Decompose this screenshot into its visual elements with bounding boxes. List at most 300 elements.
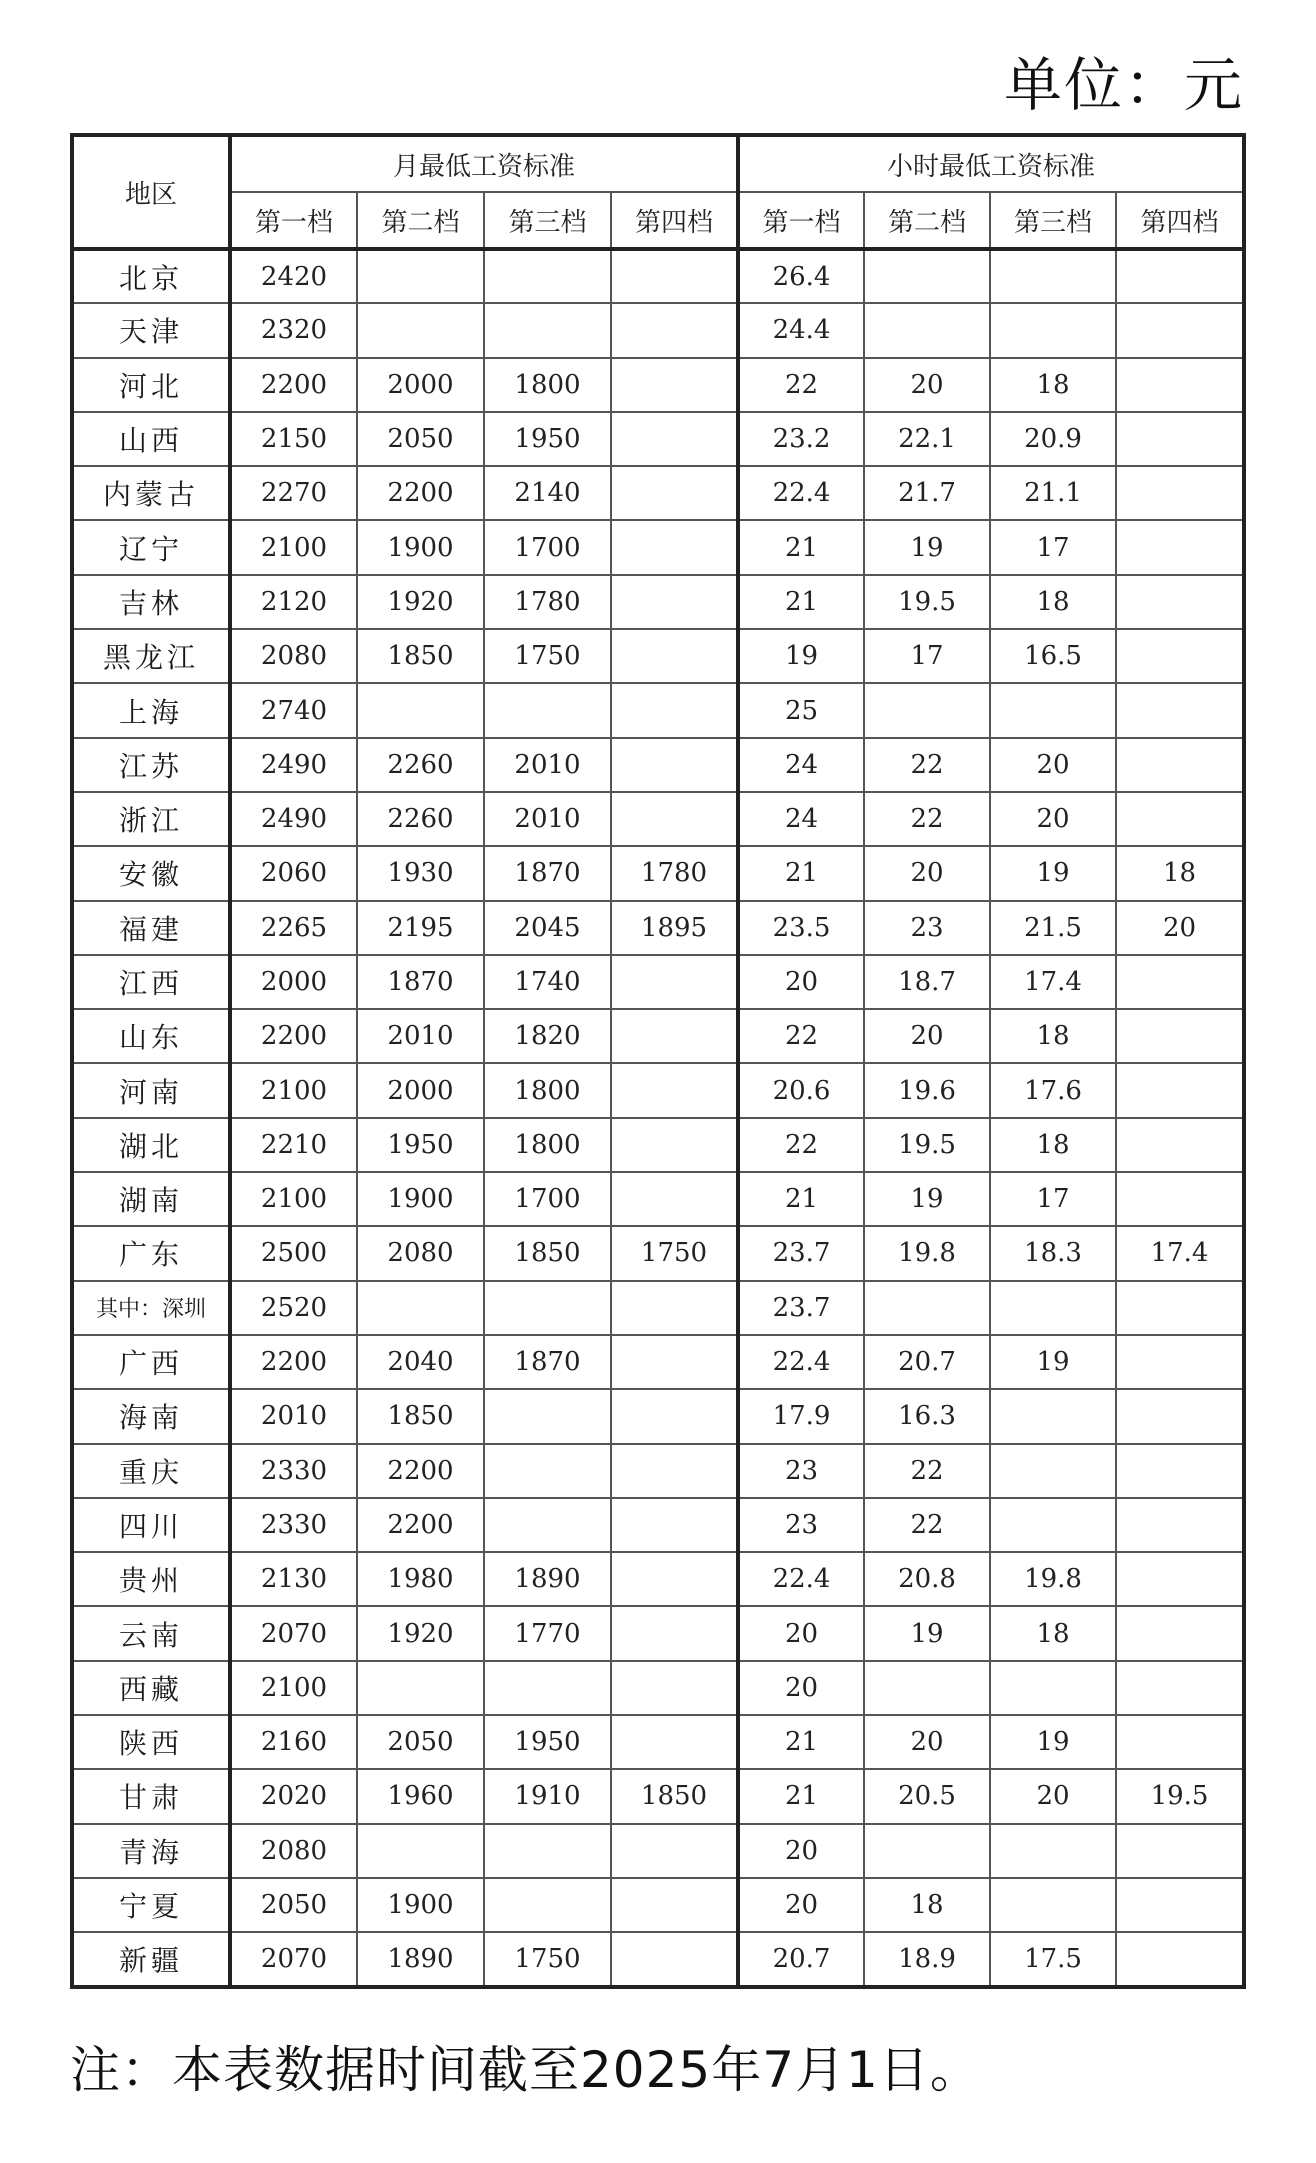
- hourly-wage-cell: [1116, 358, 1244, 412]
- hourly-wage-cell: 22: [864, 792, 990, 846]
- monthly-wage-cell: 1960: [357, 1769, 484, 1823]
- monthly-tier-header: 第四档: [611, 192, 738, 249]
- hourly-tier-header: 第二档: [864, 192, 990, 249]
- hourly-wage-cell: 21.7: [864, 466, 990, 520]
- monthly-wage-cell: 2200: [357, 1444, 484, 1498]
- hourly-wage-cell: 18.7: [864, 955, 990, 1009]
- hourly-wage-cell: 20: [864, 1009, 990, 1063]
- monthly-wage-cell: [611, 738, 738, 792]
- monthly-wage-cell: 2265: [230, 901, 357, 955]
- hourly-wage-cell: [864, 683, 990, 737]
- hourly-wage-cell: 18: [990, 358, 1116, 412]
- monthly-wage-cell: 2140: [484, 466, 611, 520]
- monthly-wage-cell: 2320: [230, 303, 357, 357]
- hourly-wage-cell: [1116, 1335, 1244, 1389]
- region-cell: 重庆: [72, 1444, 230, 1498]
- monthly-wage-cell: [611, 1824, 738, 1878]
- region-cell: 贵州: [72, 1552, 230, 1606]
- table-row: [72, 1932, 1244, 1986]
- monthly-wage-cell: [611, 792, 738, 846]
- monthly-wage-cell: [484, 303, 611, 357]
- region-cell: 江苏: [72, 738, 230, 792]
- hourly-wage-cell: [1116, 412, 1244, 466]
- hourly-wage-cell: 21.1: [990, 466, 1116, 520]
- table-row: [72, 901, 1244, 955]
- monthly-wage-cell: 1780: [611, 846, 738, 900]
- monthly-wage-cell: 1850: [357, 629, 484, 683]
- hourly-wage-cell: 20.5: [864, 1769, 990, 1823]
- table-row: [72, 1444, 1244, 1498]
- monthly-wage-cell: [611, 1715, 738, 1769]
- monthly-wage-cell: 2330: [230, 1498, 357, 1552]
- hourly-wage-cell: 26.4: [738, 249, 864, 303]
- hourly-wage-cell: 18: [1116, 846, 1244, 900]
- hourly-wage-cell: 18.3: [990, 1226, 1116, 1280]
- hourly-wage-cell: [1116, 683, 1244, 737]
- monthly-wage-cell: [611, 1172, 738, 1226]
- monthly-wage-cell: 2070: [230, 1932, 357, 1986]
- monthly-wage-cell: 1770: [484, 1606, 611, 1660]
- monthly-wage-cell: 2200: [357, 1498, 484, 1552]
- hourly-wage-cell: 20: [990, 792, 1116, 846]
- hourly-wage-cell: [864, 1281, 990, 1335]
- table-row: [72, 1335, 1244, 1389]
- table-row: [72, 1878, 1244, 1932]
- monthly-wage-cell: 2740: [230, 683, 357, 737]
- monthly-wage-cell: [484, 1281, 611, 1335]
- region-cell: 辽宁: [72, 520, 230, 574]
- hourly-wage-cell: 21: [738, 1769, 864, 1823]
- hourly-wage-cell: [1116, 1063, 1244, 1117]
- hourly-wage-cell: 16.5: [990, 629, 1116, 683]
- monthly-wage-cell: [611, 1063, 738, 1117]
- footnote: 注：本表数据时间截至2025年7月1日。: [70, 2041, 981, 2099]
- monthly-wage-cell: 2100: [230, 1063, 357, 1117]
- table-row: [72, 1063, 1244, 1117]
- hourly-tier-header: 第四档: [1116, 192, 1244, 249]
- region-cell: 内蒙古: [72, 466, 230, 520]
- monthly-wage-cell: [611, 1009, 738, 1063]
- hourly-wage-cell: 20.9: [990, 412, 1116, 466]
- monthly-wage-cell: 2070: [230, 1606, 357, 1660]
- hourly-wage-cell: 19.8: [864, 1226, 990, 1280]
- monthly-wage-cell: 1820: [484, 1009, 611, 1063]
- hourly-wage-cell: 20: [738, 1661, 864, 1715]
- monthly-wage-cell: 2040: [357, 1335, 484, 1389]
- monthly-wage-cell: 2010: [357, 1009, 484, 1063]
- hourly-wage-cell: 18.9: [864, 1932, 990, 1986]
- hourly-wage-cell: [1116, 1878, 1244, 1932]
- table-row: [72, 683, 1244, 737]
- monthly-wage-cell: 1930: [357, 846, 484, 900]
- table-row: [72, 846, 1244, 900]
- min-wage-table: [70, 133, 1246, 1989]
- monthly-wage-cell: [357, 683, 484, 737]
- hourly-wage-cell: 20: [738, 1824, 864, 1878]
- monthly-wage-cell: [484, 249, 611, 303]
- hourly-wage-cell: [1116, 1824, 1244, 1878]
- monthly-wage-cell: [611, 1118, 738, 1172]
- hourly-wage-cell: 23.2: [738, 412, 864, 466]
- hourly-wage-cell: 19: [864, 1606, 990, 1660]
- hourly-wage-cell: 20.6: [738, 1063, 864, 1117]
- region-cell: 四川: [72, 1498, 230, 1552]
- hourly-wage-cell: 19: [864, 520, 990, 574]
- monthly-wage-cell: 1750: [484, 629, 611, 683]
- monthly-wage-cell: 1950: [484, 412, 611, 466]
- monthly-wage-cell: [484, 1661, 611, 1715]
- hourly-wage-cell: 19.5: [1116, 1769, 1244, 1823]
- monthly-wage-cell: [611, 1444, 738, 1498]
- table-row: [72, 1118, 1244, 1172]
- monthly-group-header: 月最低工资标准: [230, 135, 738, 192]
- monthly-wage-cell: [484, 1498, 611, 1552]
- hourly-group-header: 小时最低工资标准: [738, 135, 1244, 192]
- monthly-tier-header: 第二档: [357, 192, 484, 249]
- table-row: [72, 738, 1244, 792]
- hourly-wage-cell: [1116, 1009, 1244, 1063]
- table-row: [72, 1389, 1244, 1443]
- hourly-wage-cell: 21: [738, 575, 864, 629]
- hourly-wage-cell: [990, 303, 1116, 357]
- monthly-wage-cell: 2330: [230, 1444, 357, 1498]
- monthly-wage-cell: 2000: [230, 955, 357, 1009]
- monthly-wage-cell: 1900: [357, 1172, 484, 1226]
- region-cell: 西藏: [72, 1661, 230, 1715]
- region-cell: 宁夏: [72, 1878, 230, 1932]
- table-row: [72, 249, 1244, 303]
- hourly-wage-cell: [1116, 249, 1244, 303]
- hourly-wage-cell: 17.6: [990, 1063, 1116, 1117]
- monthly-wage-cell: 2160: [230, 1715, 357, 1769]
- hourly-wage-cell: [864, 1661, 990, 1715]
- monthly-wage-cell: 2080: [230, 1824, 357, 1878]
- region-cell: 天津: [72, 303, 230, 357]
- monthly-wage-cell: 2260: [357, 738, 484, 792]
- hourly-wage-cell: 16.3: [864, 1389, 990, 1443]
- hourly-wage-cell: 17: [990, 1172, 1116, 1226]
- hourly-wage-cell: 22: [864, 738, 990, 792]
- hourly-wage-cell: 21: [738, 1715, 864, 1769]
- region-cell: 海南: [72, 1389, 230, 1443]
- monthly-wage-cell: 2200: [357, 466, 484, 520]
- hourly-wage-cell: 19: [990, 1715, 1116, 1769]
- region-cell: 河南: [72, 1063, 230, 1117]
- monthly-wage-cell: 1870: [357, 955, 484, 1009]
- hourly-wage-cell: 20: [990, 738, 1116, 792]
- hourly-wage-cell: 19: [738, 629, 864, 683]
- hourly-wage-cell: 20: [738, 1606, 864, 1660]
- monthly-wage-cell: 2050: [230, 1878, 357, 1932]
- monthly-wage-cell: 2270: [230, 466, 357, 520]
- hourly-wage-cell: [1116, 1389, 1244, 1443]
- monthly-wage-cell: 1900: [357, 520, 484, 574]
- monthly-wage-cell: 1920: [357, 575, 484, 629]
- hourly-wage-cell: 20: [1116, 901, 1244, 955]
- hourly-wage-cell: 20: [738, 955, 864, 1009]
- monthly-wage-cell: [611, 520, 738, 574]
- monthly-wage-cell: 2195: [357, 901, 484, 955]
- region-cell: 黑龙江: [72, 629, 230, 683]
- hourly-wage-cell: 19: [990, 846, 1116, 900]
- monthly-wage-cell: 2010: [484, 738, 611, 792]
- region-cell: 福建: [72, 901, 230, 955]
- hourly-wage-cell: [1116, 1606, 1244, 1660]
- monthly-wage-cell: [611, 575, 738, 629]
- hourly-tier-header: 第三档: [990, 192, 1116, 249]
- hourly-wage-cell: [990, 1824, 1116, 1878]
- monthly-wage-cell: [611, 466, 738, 520]
- monthly-wage-cell: 2200: [230, 1335, 357, 1389]
- hourly-wage-cell: [990, 683, 1116, 737]
- hourly-wage-cell: 19.5: [864, 1118, 990, 1172]
- monthly-wage-cell: [611, 1932, 738, 1986]
- table-row: [72, 1226, 1244, 1280]
- hourly-wage-cell: 17.9: [738, 1389, 864, 1443]
- hourly-wage-cell: 23: [738, 1498, 864, 1552]
- monthly-wage-cell: [357, 303, 484, 357]
- hourly-wage-cell: 20: [990, 1769, 1116, 1823]
- monthly-wage-cell: 2120: [230, 575, 357, 629]
- table-row: [72, 1661, 1244, 1715]
- hourly-wage-cell: 22: [738, 1118, 864, 1172]
- region-cell: 江西: [72, 955, 230, 1009]
- monthly-wage-cell: 1780: [484, 575, 611, 629]
- hourly-wage-cell: 20: [864, 358, 990, 412]
- monthly-wage-cell: 2060: [230, 846, 357, 900]
- table-row: [72, 1552, 1244, 1606]
- table-row: [72, 1715, 1244, 1769]
- region-cell: 广西: [72, 1335, 230, 1389]
- region-cell: 北京: [72, 249, 230, 303]
- hourly-wage-cell: 22.4: [738, 1335, 864, 1389]
- monthly-wage-cell: [611, 1498, 738, 1552]
- monthly-wage-cell: [484, 1389, 611, 1443]
- region-cell: 湖北: [72, 1118, 230, 1172]
- monthly-wage-cell: [611, 1335, 738, 1389]
- monthly-wage-cell: [357, 1824, 484, 1878]
- hourly-wage-cell: 18: [990, 1606, 1116, 1660]
- hourly-wage-cell: [990, 1878, 1116, 1932]
- monthly-wage-cell: 2260: [357, 792, 484, 846]
- table-row: [72, 1606, 1244, 1660]
- region-cell: 新疆: [72, 1932, 230, 1986]
- hourly-wage-cell: [1116, 520, 1244, 574]
- monthly-tier-header: 第三档: [484, 192, 611, 249]
- hourly-wage-cell: 17.4: [990, 955, 1116, 1009]
- hourly-wage-cell: [1116, 575, 1244, 629]
- region-cell: 甘肃: [72, 1769, 230, 1823]
- hourly-wage-cell: [1116, 466, 1244, 520]
- monthly-wage-cell: [611, 1389, 738, 1443]
- hourly-wage-cell: [1116, 955, 1244, 1009]
- hourly-wage-cell: 21: [738, 1172, 864, 1226]
- monthly-wage-cell: 2150: [230, 412, 357, 466]
- region-column-header: 地区: [72, 135, 230, 249]
- monthly-wage-cell: 2130: [230, 1552, 357, 1606]
- hourly-wage-cell: 21: [738, 846, 864, 900]
- monthly-wage-cell: 2520: [230, 1281, 357, 1335]
- hourly-wage-cell: 22: [864, 1498, 990, 1552]
- hourly-wage-cell: 22.4: [738, 466, 864, 520]
- monthly-wage-cell: 1910: [484, 1769, 611, 1823]
- monthly-wage-cell: 1750: [611, 1226, 738, 1280]
- monthly-wage-cell: [357, 1281, 484, 1335]
- hourly-wage-cell: [864, 303, 990, 357]
- region-cell: 广东: [72, 1226, 230, 1280]
- region-cell: 青海: [72, 1824, 230, 1878]
- table-row: [72, 792, 1244, 846]
- monthly-wage-cell: [357, 249, 484, 303]
- region-cell: 其中：深圳: [72, 1281, 230, 1335]
- hourly-wage-cell: 20.7: [738, 1932, 864, 1986]
- monthly-wage-cell: 1800: [484, 1063, 611, 1117]
- monthly-wage-cell: 2100: [230, 520, 357, 574]
- hourly-wage-cell: 22.4: [738, 1552, 864, 1606]
- monthly-wage-cell: 2020: [230, 1769, 357, 1823]
- monthly-wage-cell: 2050: [357, 1715, 484, 1769]
- monthly-wage-cell: [484, 683, 611, 737]
- hourly-wage-cell: 25: [738, 683, 864, 737]
- region-cell: 云南: [72, 1606, 230, 1660]
- hourly-wage-cell: 18: [990, 1118, 1116, 1172]
- monthly-wage-cell: [611, 412, 738, 466]
- table-row: [72, 1172, 1244, 1226]
- hourly-wage-cell: 19: [864, 1172, 990, 1226]
- hourly-tier-header: 第一档: [738, 192, 864, 249]
- hourly-wage-cell: 18: [864, 1878, 990, 1932]
- monthly-wage-cell: 2050: [357, 412, 484, 466]
- region-cell: 浙江: [72, 792, 230, 846]
- hourly-wage-cell: [990, 1281, 1116, 1335]
- region-cell: 河北: [72, 358, 230, 412]
- hourly-wage-cell: 22.1: [864, 412, 990, 466]
- monthly-wage-cell: 2100: [230, 1661, 357, 1715]
- monthly-wage-cell: [484, 1824, 611, 1878]
- monthly-wage-cell: [611, 629, 738, 683]
- table-row: [72, 466, 1244, 520]
- monthly-wage-cell: 1800: [484, 358, 611, 412]
- hourly-wage-cell: 23.5: [738, 901, 864, 955]
- min-wage-table-container: [70, 133, 1242, 1985]
- region-cell: 吉林: [72, 575, 230, 629]
- region-cell: 安徽: [72, 846, 230, 900]
- monthly-wage-cell: 1950: [484, 1715, 611, 1769]
- monthly-tier-header: 第一档: [230, 192, 357, 249]
- hourly-wage-cell: 18: [990, 575, 1116, 629]
- hourly-wage-cell: 18: [990, 1009, 1116, 1063]
- monthly-wage-cell: [611, 1878, 738, 1932]
- monthly-wage-cell: 2080: [230, 629, 357, 683]
- hourly-wage-cell: 21.5: [990, 901, 1116, 955]
- monthly-wage-cell: 2080: [357, 1226, 484, 1280]
- monthly-wage-cell: 1850: [484, 1226, 611, 1280]
- hourly-wage-cell: [1116, 1498, 1244, 1552]
- monthly-wage-cell: [484, 1444, 611, 1498]
- table-row: [72, 575, 1244, 629]
- monthly-wage-cell: 1850: [611, 1769, 738, 1823]
- monthly-wage-cell: 1890: [484, 1552, 611, 1606]
- hourly-wage-cell: 24.4: [738, 303, 864, 357]
- hourly-wage-cell: 23.7: [738, 1281, 864, 1335]
- hourly-wage-cell: [1116, 629, 1244, 683]
- hourly-wage-cell: [1116, 1715, 1244, 1769]
- hourly-wage-cell: 20.7: [864, 1335, 990, 1389]
- region-cell: 湖南: [72, 1172, 230, 1226]
- monthly-wage-cell: 1740: [484, 955, 611, 1009]
- hourly-wage-cell: 17: [864, 629, 990, 683]
- monthly-wage-cell: [611, 1552, 738, 1606]
- hourly-wage-cell: 20: [864, 1715, 990, 1769]
- table-row: [72, 1498, 1244, 1552]
- table-row: [72, 520, 1244, 574]
- hourly-wage-cell: [1116, 738, 1244, 792]
- hourly-wage-cell: [1116, 792, 1244, 846]
- monthly-wage-cell: 2500: [230, 1226, 357, 1280]
- table-row: [72, 955, 1244, 1009]
- table-row: [72, 1769, 1244, 1823]
- region-cell: 陕西: [72, 1715, 230, 1769]
- monthly-wage-cell: 1895: [611, 901, 738, 955]
- monthly-wage-cell: 1890: [357, 1932, 484, 1986]
- hourly-wage-cell: [1116, 1661, 1244, 1715]
- hourly-wage-cell: [1116, 1281, 1244, 1335]
- hourly-wage-cell: [990, 1661, 1116, 1715]
- hourly-wage-cell: 17.4: [1116, 1226, 1244, 1280]
- hourly-wage-cell: [990, 1389, 1116, 1443]
- table-row: [72, 358, 1244, 412]
- monthly-wage-cell: 1750: [484, 1932, 611, 1986]
- monthly-wage-cell: 1700: [484, 520, 611, 574]
- hourly-wage-cell: 17: [990, 520, 1116, 574]
- monthly-wage-cell: 1700: [484, 1172, 611, 1226]
- hourly-wage-cell: 23: [738, 1444, 864, 1498]
- hourly-wage-cell: 22: [864, 1444, 990, 1498]
- hourly-wage-cell: [1116, 1118, 1244, 1172]
- monthly-wage-cell: [611, 1661, 738, 1715]
- monthly-wage-cell: [611, 249, 738, 303]
- monthly-wage-cell: 2490: [230, 738, 357, 792]
- monthly-wage-cell: [611, 1606, 738, 1660]
- hourly-wage-cell: 19: [990, 1335, 1116, 1389]
- monthly-wage-cell: [611, 955, 738, 1009]
- monthly-wage-cell: 2000: [357, 358, 484, 412]
- region-cell: 上海: [72, 683, 230, 737]
- hourly-wage-cell: [864, 249, 990, 303]
- hourly-wage-cell: [1116, 1172, 1244, 1226]
- monthly-wage-cell: [611, 1281, 738, 1335]
- hourly-wage-cell: [990, 1444, 1116, 1498]
- hourly-wage-cell: [1116, 303, 1244, 357]
- monthly-wage-cell: 2200: [230, 1009, 357, 1063]
- table-row: [72, 412, 1244, 466]
- monthly-wage-cell: 2420: [230, 249, 357, 303]
- unit-label: 单位：元: [1003, 51, 1244, 119]
- monthly-wage-cell: 2010: [230, 1389, 357, 1443]
- region-cell: 山西: [72, 412, 230, 466]
- monthly-wage-cell: 1950: [357, 1118, 484, 1172]
- monthly-wage-cell: 1920: [357, 1606, 484, 1660]
- table-row: [72, 303, 1244, 357]
- hourly-wage-cell: 24: [738, 738, 864, 792]
- hourly-wage-cell: 22: [738, 1009, 864, 1063]
- header-row-groups: [72, 135, 1244, 192]
- monthly-wage-cell: [611, 683, 738, 737]
- hourly-wage-cell: 19.8: [990, 1552, 1116, 1606]
- table-row: [72, 1009, 1244, 1063]
- monthly-wage-cell: 2200: [230, 358, 357, 412]
- header-row-tiers: [72, 192, 1244, 249]
